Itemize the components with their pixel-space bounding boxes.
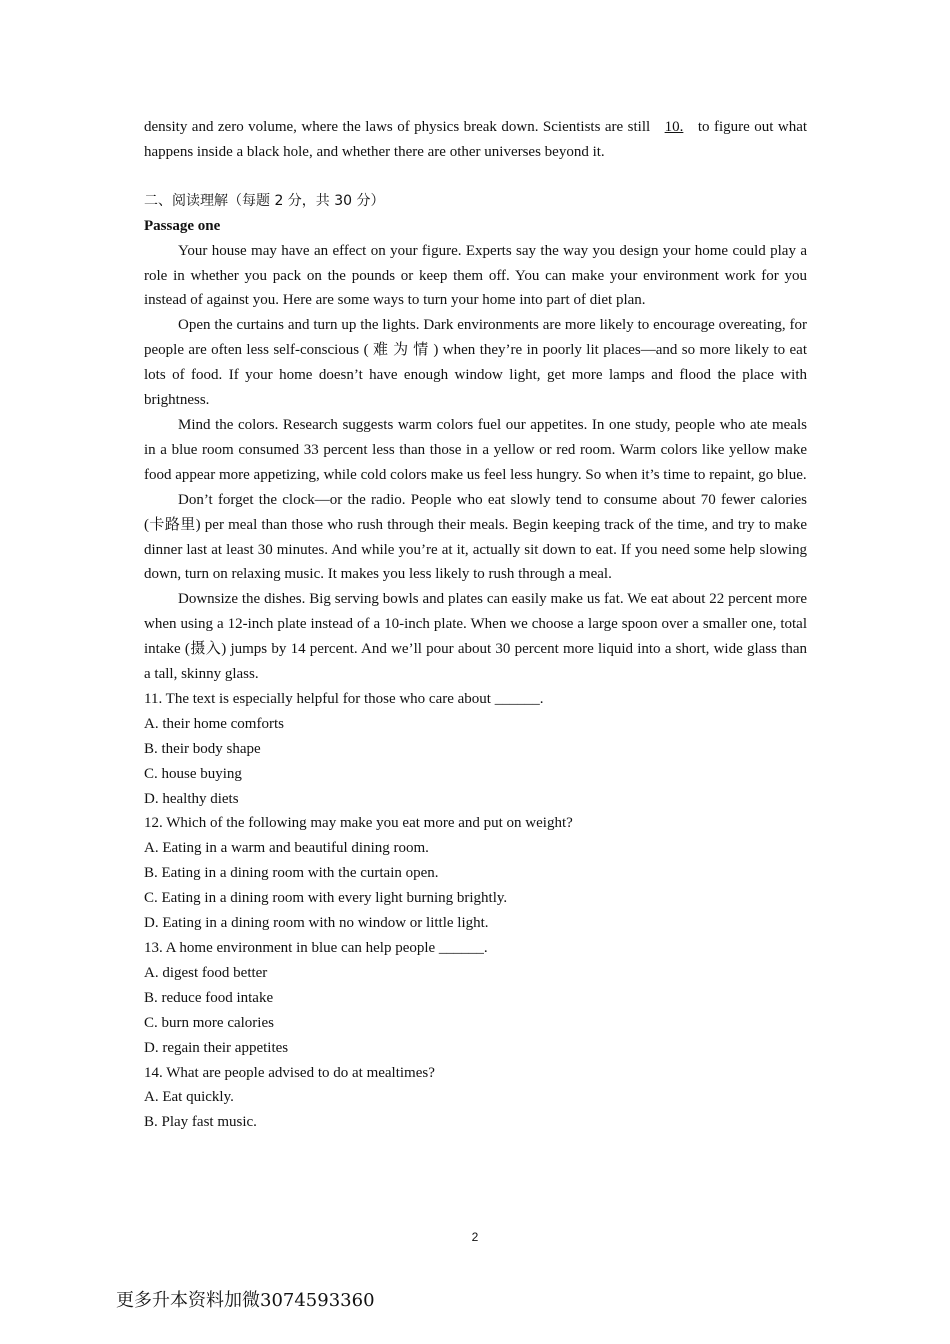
question-stem: 14. What are people advised to do at mealtimes? — [144, 1064, 435, 1081]
question-option: C. Eating in a dining room with every light burning brightly. — [144, 890, 508, 907]
question-option: D. healthy diets — [144, 790, 239, 807]
question-option: A. Eat quickly. — [144, 1089, 234, 1106]
question-option: A. their home comforts — [144, 715, 284, 732]
question-option: B. reduce food intake — [144, 989, 274, 1006]
continuation-text — [144, 115, 807, 165]
page-number: 2 — [471, 1230, 479, 1244]
passage-paragraph: Don’t forget the clock—or the radio. People who eat slowly tend to consume about 70 fewer calories (卡路里) per meal than those who rush through their meals. Begin keeping track of the time, and try to make dinner last at least 30 minutes. And while you’re at it, actually sit down to eat. If you need some help slowing down, turn on relaxing music. It makes you less likely to rush through a meal. — [144, 491, 807, 583]
question-stem: 12. Which of the following may make you eat more and put on weight? — [144, 815, 573, 832]
section-heading: 二、阅读理解（每题 2 分，共 30 分） — [144, 192, 385, 209]
document-body — [144, 115, 807, 1135]
question-option: D. regain their appetites — [144, 1039, 289, 1056]
continuation-after-blank: to figure out what happens inside a black hole, and whether there are other universes beyond it. — [144, 119, 808, 160]
passage-paragraph: Open the curtains and turn up the lights. Dark environments are more likely to encourage overeating, for people are often less self-conscious ( 难 为 情 ) when they’re in poorly lit places—and so more likely to eat lots of food. If your home doesn’t have enough window light, get more lamps and flood the place with brightness. — [144, 317, 807, 409]
question-option: B. their body shape — [144, 740, 261, 757]
footer-note: 更多升本资料加微3074593360 — [116, 1290, 375, 1311]
passage-paragraph: Downsize the dishes. Big serving bowls and plates can easily make us fat. We eat about 22 percent more when using a 12-inch plate instead of a 10-inch plate. When we choose a large spoon over a smaller one, total intake (摄入) jumps by 14 percent. And we’ll pour about 30 percent more liquid into a short, wide glass than a tall, skinny glass. — [144, 591, 807, 683]
question-12 — [144, 811, 807, 936]
question-option: C. house buying — [144, 765, 242, 782]
question-14 — [144, 1061, 807, 1136]
continuation-before-blank: density and zero volume, where the laws of physics break down. Scientists are still — [144, 119, 651, 135]
question-11 — [144, 687, 807, 812]
question-option: C. burn more calories — [144, 1014, 274, 1031]
question-13 — [144, 936, 807, 1061]
question-option: D. Eating in a dining room with no window or little light. — [144, 915, 489, 932]
passage-paragraph: Your house may have an effect on your figure. Experts say the way you design your home could play a role in whether you pack on the pounds or keep them off. You can make your environment work for you instead of against you. Here are some ways to turn your home into part of diet plan. — [144, 242, 807, 309]
question-stem: 11. The text is especially helpful for those who care about ______. — [144, 690, 544, 707]
question-option: A. digest food better — [144, 964, 268, 981]
question-stem: 13. A home environment in blue can help people ______. — [144, 940, 488, 956]
question-option: B. Eating in a dining room with the curtain open. — [144, 865, 439, 882]
answer-blank-10: 10. — [664, 119, 684, 135]
question-option: B. Play fast music. — [144, 1114, 257, 1131]
section-gap — [144, 165, 807, 189]
passage-title: Passage one — [144, 217, 221, 234]
passage-paragraph: Mind the colors. Research suggests warm colors fuel our appetites. In one study, people who ate meals in a blue room consumed 33 percent less than those in a yellow or red room. Warm colors like yellow make food appear more appetizing, while cold colors make us feel less hungry. So when it’s time to repaint, go blue. — [144, 416, 807, 483]
question-option: A. Eating in a warm and beautiful dining room. — [144, 840, 429, 857]
